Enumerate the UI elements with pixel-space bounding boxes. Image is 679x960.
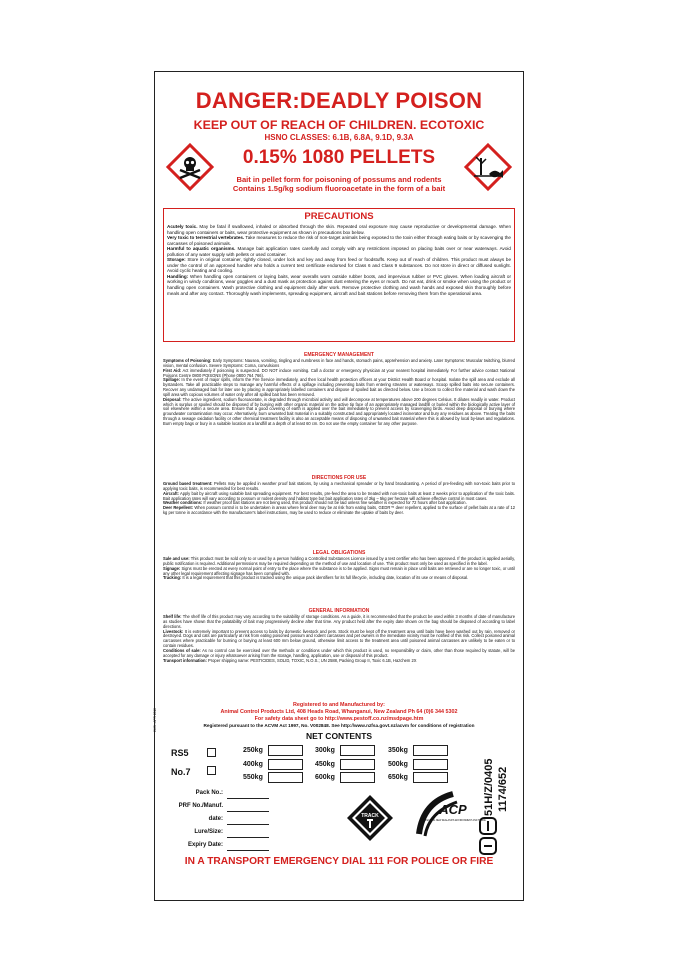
precaution-item: Handling: When handling open containers or laying baits, wear overalls worn outside rubber boots, and impervious rubber or PVC gloves. When loading aircraft or working in windy conditions, wear goggles and a dust mask as protection against dust entering the eyes or mouth. Do not eat, drink or smoke when using the product or handling open containers. Wash protective clothing and equipment daily after work. Remove protective clothing and wash hands and exposed skin thoroughly before meals and after any contact. Thoroughly wash implements, spreading equipment, aircraft and bait stations before removing them from the operational area. [167,273,511,296]
precautions-text [167,224,511,296]
print-code: WJS - APR 2010 [153,708,157,732]
hsno-classes: HSNO CLASSES: 6.1B, 6.8A, 9.1D, 9.3A [264,133,414,142]
safety-data-link[interactable]: For safety data sheet go to http://www.pestoff.co.nz/msdpage.htm [254,716,424,722]
direction-item: Ground based treatment: Pellets may be applied in weather proof bait stations, by using a mechanical spreader or by hand broadcasting. A period of pre-feeding with non-toxic baits prior to applying toxic baits, is recommended for best results. [163,481,515,491]
legal-item: Tracking: It is a legal requirement that this product is tracked using the unique pack identifiers for its full lifecycle, including date, location of its use or means of disposal. [163,575,469,581]
direction-item: Weather conditions: If weather proof bait stations are not being used, this product should not be laid unless fine weather is expected for 72 hours after bait application. [163,500,467,506]
lure-size-field[interactable] [227,837,269,838]
net-contents-title: NET CONTENTS [305,731,373,741]
grade-no7-label: No.7 [171,767,191,777]
weight-box[interactable] [340,759,375,770]
bait-description: Bait in pellet form for poisoning of possums and rodents [236,175,442,184]
legal-text [163,557,515,581]
acp-logo-text: ACP [439,802,467,817]
registration-heading: Registered to and Manufactured by: [293,702,385,708]
track-logo-icon [345,793,395,843]
general-item: Conditions of sale: As no control can be exercised over the methods or conditions under which this product is used, no responsibility or claim, other than those required by statute, will be accepted for any damage or injury whatsoever arising from the storage, handling, application, use or disposal of this product. [163,647,516,658]
legal-item: Signage: Signs must be erected at every normal point of entry to the place where the substance is to be applied. Signs must remain in place until baits are retrieved or are no longer toxic, or until any other legal requirement affecting signage has been complied with. [163,565,515,576]
direction-item: Deer Repellent: When possum control is to be undertaken in areas where feral deer may be at risk from eating baits, GEDR™ deer repellent, applied to the surface of pellet baits at a rate of 12 kg per tonne in accordance with the manufacturer's label instructions, may be used to reduce or eliminate the uptake of baits by deer. [163,505,516,516]
general-item: Transport information: Proper shipping name: PESTICIDES, SOLID, TOXIC, N.O.S.; UN 2588, Packing Group II, Toxic 6.1B, Hazchem 2X [163,657,417,663]
weight-box[interactable] [413,745,448,756]
manuf-date-label: date: [208,816,223,822]
manuf-date-field[interactable] [227,824,269,825]
general-title: GENERAL INFORMATION [308,608,370,614]
direction-item: Aircraft: Apply bait by aircraft using suitable bait spreading equipment. For best results, pre-feed the area to be treated with non-toxic baits at least 2 weeks prior to application of the toxic baits. Bait application rates will vary according to possum or rodent density and habitat type but bait application rates of 3kg – 5kg per hectare will achieve effective control in most cases. [163,490,515,501]
emergency-item: Disposal: The active ingredient, sodium fluoroacetate, is degraded through microbial activity and will decompose at temperatures above 200 degrees Celsius. It dilutes readily in water. Product which is surplus or spoiled should be disposed of by burying with other organic material on the active tip face of an appropriately managed landfill or buried within the biologically active layer of soil elsewhere within a secure area. Ensure that a good covering of earth is applied over the bait immediately to prevent access by scavenging birds. Avoid deep disposal or burying where groundwater contamination may occur. Alternatively, burn unwanted bait material in a suitably constructed and appropriately located incinerator and bury any residues as above. Treating the baits through a sewage oxidation facility or other chemical treatment facility is also an acceptable means of disposing of unwanted bait material where this is allowed by local by-laws and regulations. Burn empty bags or bury in a suitable location at a landfill at a depth of at least 60 cm. Do not use the empty container for any other purpose. [163,396,515,426]
product-name: 0.15% 1080 PELLETS [242,147,436,168]
grade-rs5-label: RS5 [171,748,189,758]
acp-logo-icon [413,788,486,840]
expiry-date-field[interactable] [227,850,269,851]
danger-title: DANGER:DEADLY POISON [195,88,483,113]
precaution-item: Harmful to aquatic organisms. Manage bait application rates carefully and comply with any restrictions imposed on placing baits over or near waterways. Avoid pollution of any water supply with pellets or used container. [167,246,511,257]
weight-label: 250kg [243,747,263,754]
precautions-box [163,208,515,342]
registration-code: 1174/652 [497,766,509,812]
directions-text [163,482,515,516]
general-text [163,615,515,663]
manufacturer-address: Animal Control Products Ltd, 408 Heads Road, Whanganui, New Zealand Ph 64 (0)6 344 5302 [220,709,458,715]
emergency-title: EMERGENCY MANAGEMENT [304,352,374,358]
weight-box[interactable] [268,759,303,770]
prf-no-field[interactable] [227,811,269,812]
weight-box[interactable] [340,772,375,783]
weight-label: 350kg [388,747,408,754]
weight-label: 650kg [388,774,408,781]
track-logo-text: TRACK [361,813,379,819]
emergency-text [163,359,515,427]
prf-no-label: PRF No./Manuf. [178,803,223,809]
weight-box[interactable] [340,745,375,756]
acp-logo-subtext: PROTECTING NEW ZEALAND'S ENVIRONMENT AND TRADE [420,820,486,822]
precaution-item: Storage: Store in original container, tightly closed, under lock and key and away from feed or foodstuffs. Keep out of reach of children. This product must always be under the control of an approved handler who holds a current test certificate endorsed for Class 6 and Class 9 substances. Do not store in direct or diffused sunlight. Avoid cyclic heating and cooling. [167,257,511,274]
grade-no7-checkbox[interactable] [207,766,216,775]
acvm-registration: Registered pursuant to the ACVM Act 1997, No. V002848. See http://www.nzfsa.govt.nz/acvm for conditions of registration [203,723,475,728]
weight-label: 400kg [243,761,263,768]
approval-code: 51H/Z/0405 [483,758,495,816]
emergency-item: Spillage: In the event of major spills, inform the Fire Service immediately, and then local health protection officers at your District Health Board or hospital. Isolate the spill area and exclude all bystanders. Take all practicable steps to manage any harmful effects of a spillage including preventing baits from entering streams or waterways. Scoop spilled baits into secure containers. Recover any undamaged bait for later use by placing in appropriately labelled containers and dispose of spoiled bait as directed below. Use a broom to collect fine material and wash down the spill area with copious volumes of water only after all spilled bait has been removed. [163,377,515,397]
weight-box[interactable] [413,759,448,770]
weight-label: 550kg [243,774,263,781]
precaution-item: Acutely toxic. May be fatal if swallowed, inhaled or absorbed through the skin. Repeated oral exposure may cause reproductive or developmental damage. When handling open containers or baits, wear protective equipment as shown in precautions box below. [167,224,511,235]
weight-box[interactable] [413,772,448,783]
emergency-item: First Aid: Act immediately if poisoning is suspected. DO NOT induce vomiting. Call a doctor or emergency physician at your nearest hospital immediately. For further advice contact National Poisons Centre 0800 POISONS (Phone 0800 764 766). [163,367,515,378]
directions-title: DIRECTIONS FOR USE [311,475,367,481]
grade-rs5-checkbox[interactable] [207,748,216,757]
transport-emergency: IN A TRANSPORT EMERGENCY DIAL 111 FOR POLICE OR FIRE [184,856,494,867]
pack-no-label: Pack No.: [195,790,223,796]
precaution-item: Very toxic to terrestrial vertebrates. Take measures to reduce the risk of non-target animals being exposed to the toxin either through eating baits or by scavenging the carcasses of poisoned animals. [167,235,511,246]
legal-title: LEGAL OBLIGATIONS [312,550,366,556]
legal-item: Sale and use: This product must be sold only to or used by a person holding a Controlled Substances Licence issued by a test certifier who has been approved. If the product is applied aerially, public notification is required. Additional permissions may be required depending on the method of use and location of use. This product must only be used as specified in the label. [163,556,515,566]
lure-size-label: Lure/Size: [194,829,223,835]
precautions-title: PRECAUTIONS [304,211,374,222]
general-item: Shelf life: The shelf life of this product may vary according to the suitability of storage conditions. As a guide, it is recommended that the product be used within 3 months of date of manufacture as studies have shown that the palatability of bait may progressively decline after that time. Any product held after the expiry date shown on the bag should be disposed of according to label directions. [163,614,515,629]
expiry-date-label: Expiry Date: [187,842,223,848]
weight-box[interactable] [268,745,303,756]
weight-label: 500kg [388,761,408,768]
general-item: Livestock: It is extremely important to prevent access to baits by domestic livestock and pets. Stock must be kept off the treatment area until baits have been washed out by rain, removed or destroyed. Dogs and cats are particularly at risk from eating poisoned possum and rodent carcasses and pet owners in the immediate vicinity must be notified of this risk. Collect poisoned animal carcasses where practicable for burning or burying at least 600 mm below ground, otherwise limit access to the treatment area until poisoned animal carcasses are unlikely to be eaten or to contain residues. [163,628,515,649]
bait-contents: Contains 1.5g/kg sodium fluoroacetate in the form of a bait [232,184,446,193]
weight-label: 300kg [315,747,335,754]
emergency-item: Symptoms of Poisoning: Early Symptoms: Nausea, vomiting, tingling and numbness in face and hands, stomach pains, apprehension and anxiety. Later Symptoms: Muscular twitching, blurred vision, mental confusion. Severe Symptoms: Coma, convulsions [163,358,516,368]
weight-label: 600kg [315,774,335,781]
weight-label: 450kg [315,761,335,768]
packaging-symbol-icon [479,816,497,856]
pack-no-field[interactable] [227,798,269,799]
warning-subtitle: KEEP OUT OF REACH OF CHILDREN. ECOTOXIC [193,118,485,132]
product-label [154,71,524,901]
weight-box[interactable] [268,772,303,783]
